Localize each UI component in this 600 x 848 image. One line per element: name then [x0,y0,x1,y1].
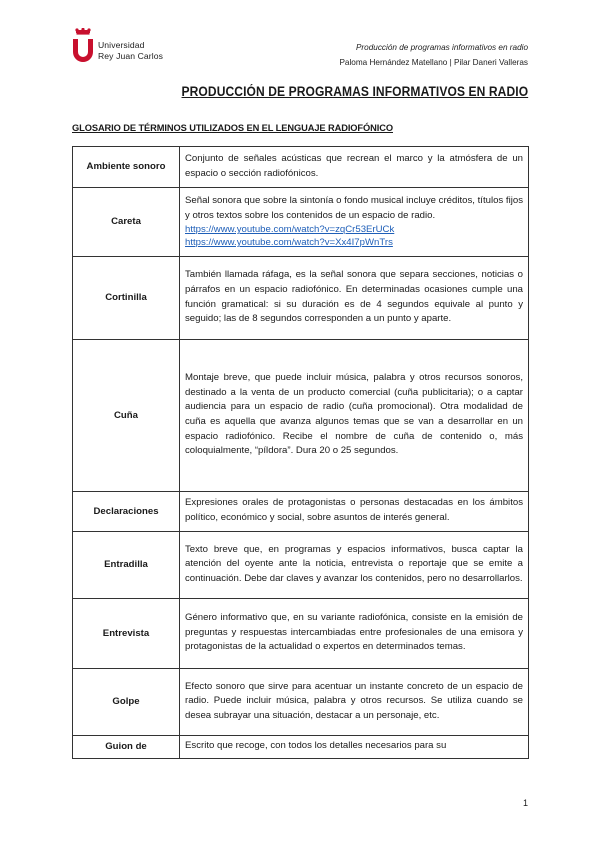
glossary-table [72,146,529,759]
glossary-term: Cortinilla [73,257,180,340]
page-title: PRODUCCIÓN DE PROGRAMAS INFORMATIVOS EN RADIO [181,84,528,99]
glossary-term: Entrevista [73,599,180,669]
glossary-term: Careta [73,188,180,257]
glossary-definition: Montaje breve, que puede incluir música, palabra y otros recursos sonoros, destinado a la venta de un producto comercial (cuña publicitaria); o a captar audiencia para un espacio de radio (cuña promocional). Otra modalidad de cuña es aquella que avanza algunos temas que se van a desarrollar en un espacio radiofónico. Recibe el nombre de cuña de contenido o, más coloquialmente, “píldora”. Dura 20 o 25 segundos. [180,340,529,492]
glossary-definition: Escrito que recoge, con todos los detalles necesarios para su [180,736,529,759]
glossary-term: Declaraciones [73,492,180,532]
glossary-definition: Señal sonora que sobre la sintonía o fondo musical incluye créditos, títulos fijos y otros textos sobre los contenidos de un espacio de radio. [185,194,523,221]
table-row [73,599,529,669]
glossary-term: Guion de [73,736,180,759]
glossary-definition: Efecto sonoro que sirve para acentuar un instante concreto de un espacio de radio. Puede incluir música, palabra y otros recursos. Se utiliza cuando se desea subrayar una situación, destacar a un personaje, etc. [180,669,529,736]
running-header [339,40,528,70]
youtube-link-2[interactable]: https://www.youtube.com/watch?v=Xx4I7pWnTrs [185,237,393,249]
glossary-definition: También llamada ráfaga, es la señal sonora que separa secciones, noticias o párrafos en un espacio radiofónico. En determinadas ocasiones cumple una función gramatical: si su duración es de 4 segundos equivale al punto y seguido; las de 8 segundos corresponden a un punto y aparte. [180,257,529,340]
glossary-definition: Conjunto de señales acústicas que recrean el marco y la atmósfera de un espacio o sección radiofónicos. [180,147,529,188]
glossary-definition: Género informativo que, en su variante radiofónica, consiste en la emisión de preguntas y respuestas intercambiadas entre profesionales de una emisora y protagonistas de la actualidad o expertos en determinados temas. [180,599,529,669]
youtube-link-1[interactable]: https://www.youtube.com/watch?v=zqCr53ErUCk [185,224,395,236]
university-line2: Rey Juan Carlos [98,51,164,61]
university-line1: Universidad [98,40,145,50]
authors: Paloma Hernández Matellano | Pilar Daneri Valleras [339,58,528,67]
table-row [73,492,529,532]
university-name [98,40,163,62]
table-row [73,532,529,599]
table-row [73,257,529,340]
glossary-definition-cell [180,188,529,257]
glossary-term: Ambiente sonoro [73,147,180,188]
table-row [73,340,529,492]
glossary-definition: Expresiones orales de protagonistas o personas destacadas en los ámbitos político, económico y social, sobre asuntos de interés general. [180,492,529,532]
glossary-definition: Texto breve que, en programas y espacios informativos, busca captar la atención del oyente ante la noticia, entrevista o reportaje que se emite a continuación. Debe dar claves y avanzar los contenidos, pero no desarrollarlos. [180,532,529,599]
table-row [73,188,529,257]
document-subject: Producción de programas informativos en radio [355,43,528,52]
page-number: 1 [522,798,528,808]
table-row [73,147,529,188]
glossary-heading: GLOSARIO DE TÉRMINOS UTILIZADOS EN EL LENGUAJE RADIOFÓNICO [72,123,393,133]
table-row [73,736,529,759]
crown-u-logo-icon [72,28,94,66]
glossary-term: Golpe [73,669,180,736]
table-row [73,669,529,736]
university-logo [72,28,163,66]
glossary-term: Entradilla [73,532,180,599]
glossary-term: Cuña [73,340,180,492]
